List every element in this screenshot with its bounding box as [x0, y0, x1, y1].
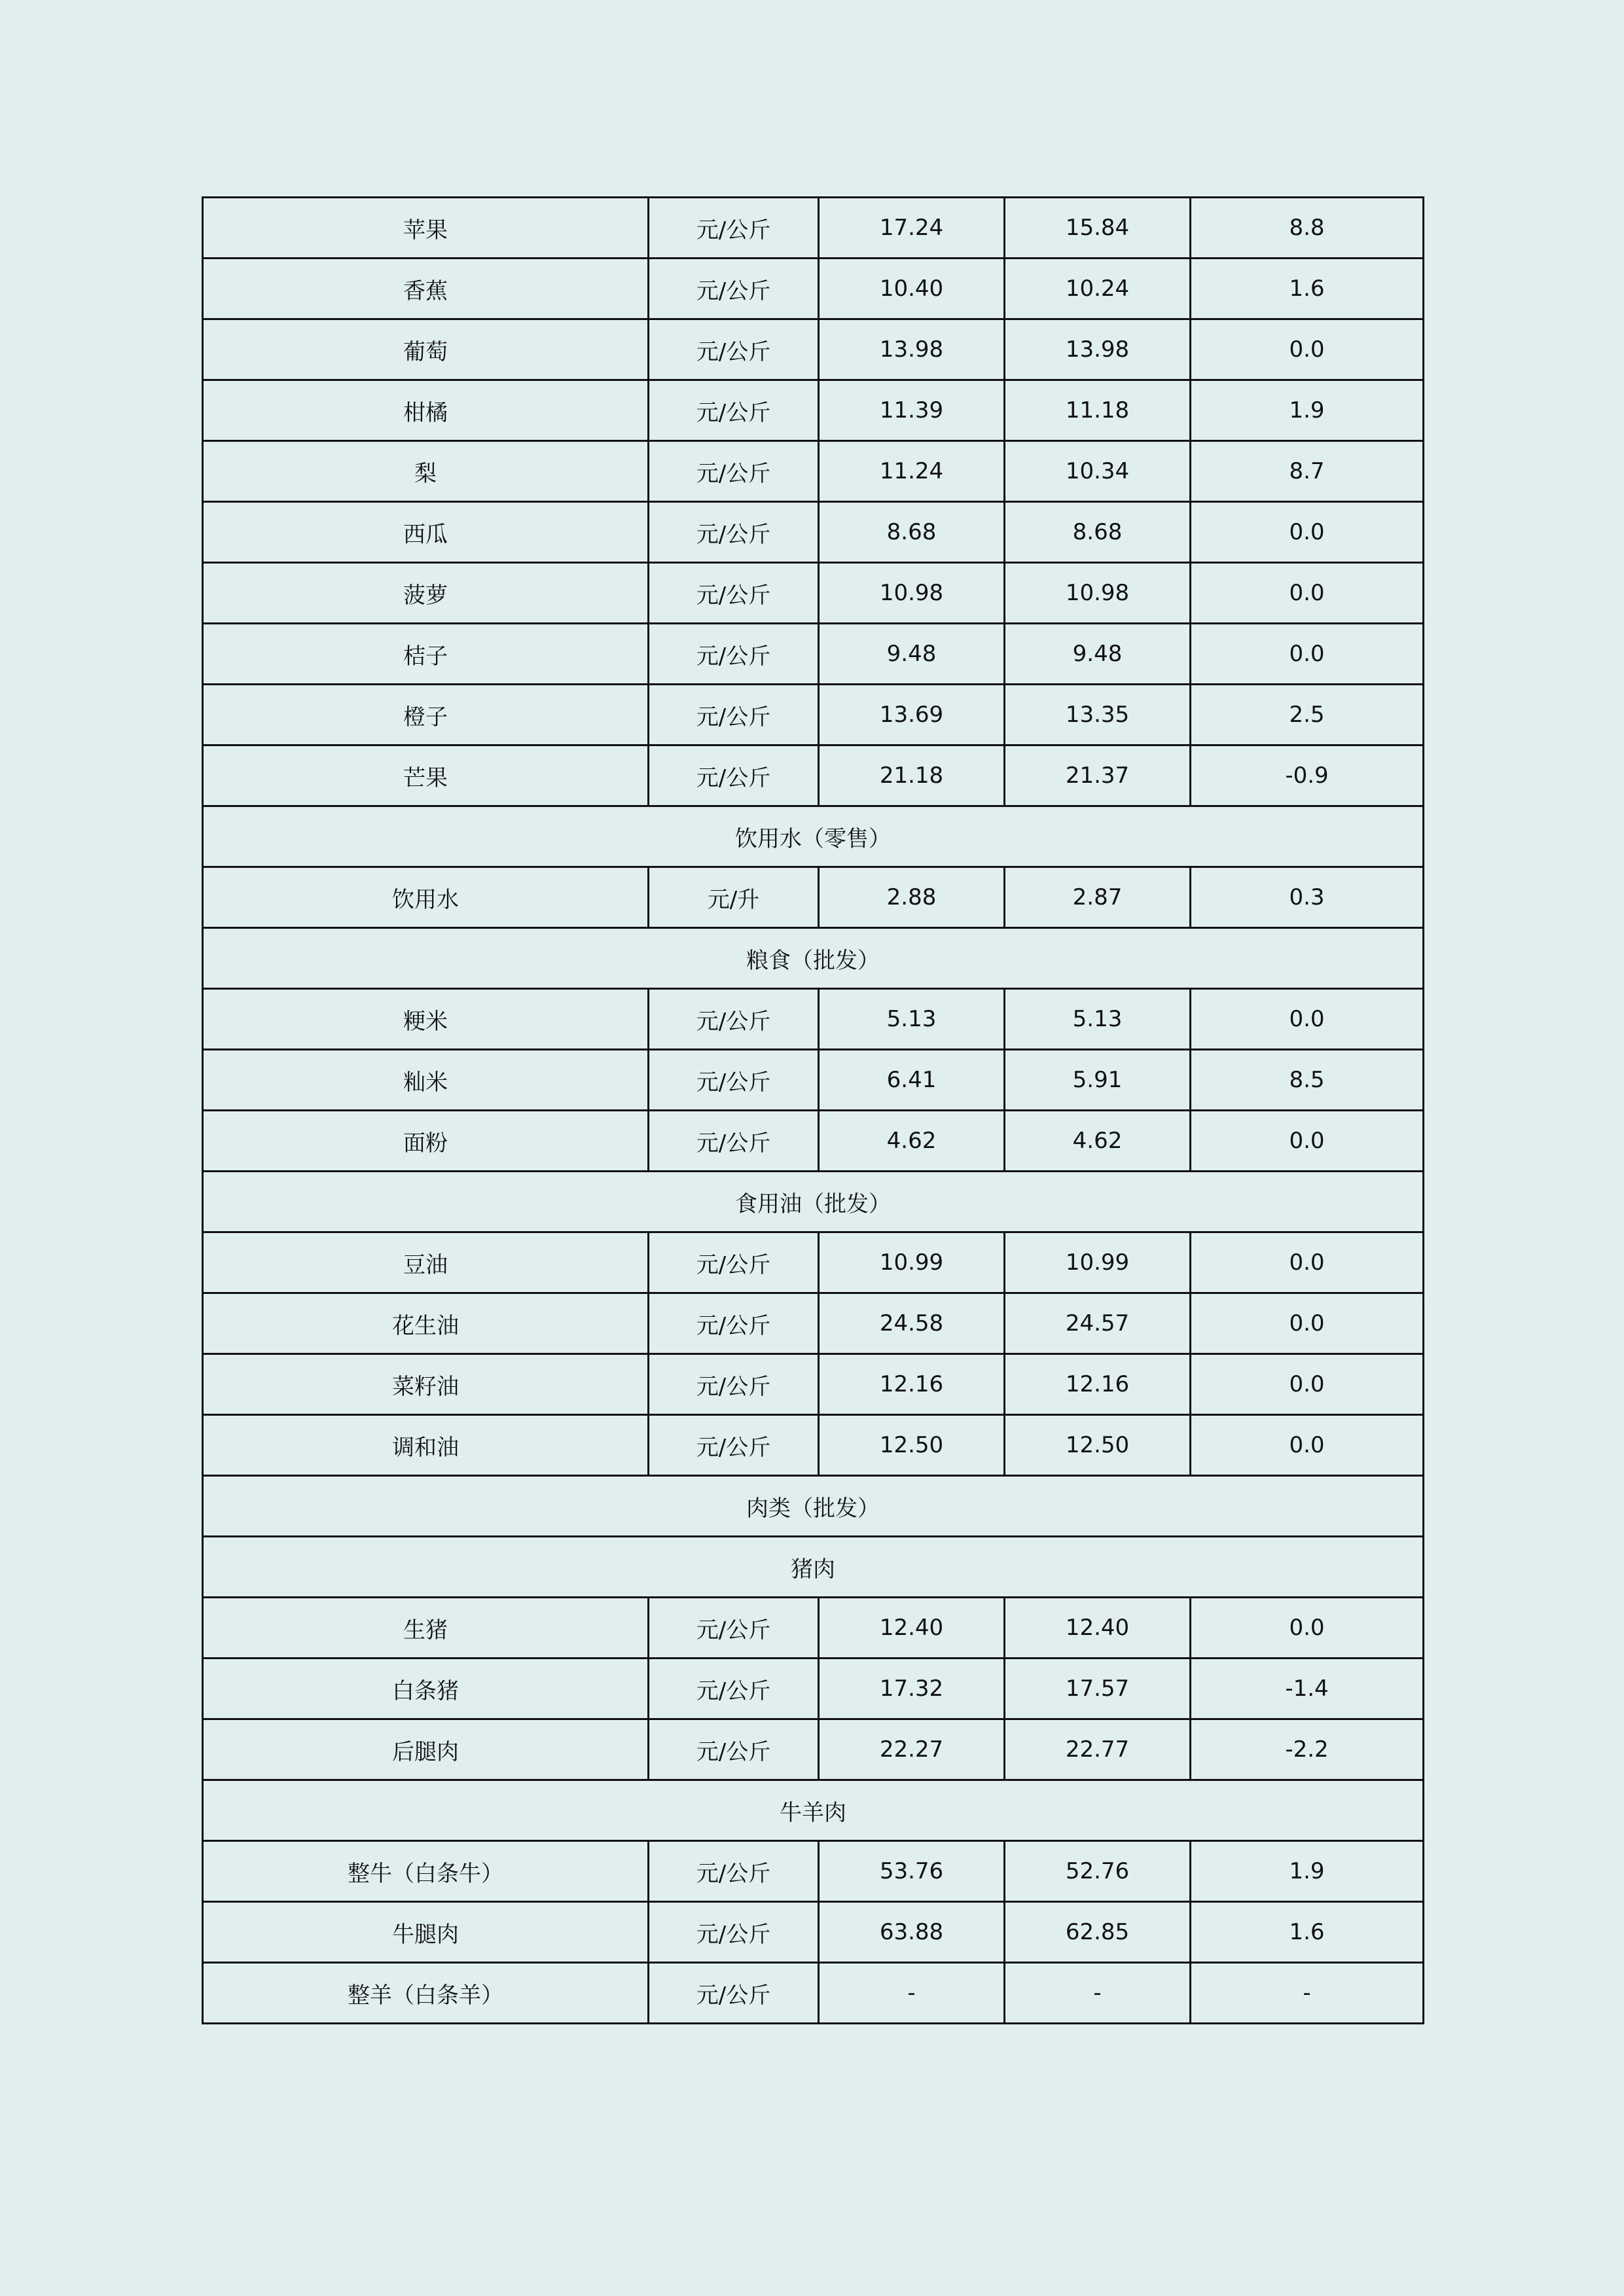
- item-name-cell: 梨: [203, 441, 649, 502]
- change-percent-cell: 0.0: [1191, 563, 1424, 624]
- change-percent-cell: 8.7: [1191, 441, 1424, 502]
- unit-cell: 元/公斤: [649, 563, 819, 624]
- unit-cell: 元/公斤: [649, 1293, 819, 1354]
- current-price-cell: 2.88: [819, 867, 1005, 928]
- section-header-row: [203, 1780, 1424, 1841]
- item-name-cell: 整牛（白条牛）: [203, 1841, 649, 1902]
- table-row: [203, 1232, 1424, 1293]
- table-row: [203, 745, 1424, 806]
- change-percent-cell: 2.5: [1191, 685, 1424, 745]
- item-name-cell: 整羊（白条羊）: [203, 1963, 649, 2024]
- item-name-cell: 籼米: [203, 1050, 649, 1111]
- section-header-row: [203, 928, 1424, 989]
- previous-price-cell: 5.91: [1005, 1050, 1191, 1111]
- previous-price-cell: 10.34: [1005, 441, 1191, 502]
- unit-cell: 元/公斤: [649, 1050, 819, 1111]
- unit-cell: 元/公斤: [649, 1963, 819, 2024]
- change-percent-cell: 8.8: [1191, 198, 1424, 259]
- previous-price-cell: 13.98: [1005, 319, 1191, 380]
- item-name-cell: 后腿肉: [203, 1719, 649, 1780]
- previous-price-cell: 10.99: [1005, 1232, 1191, 1293]
- section-label: 牛羊肉: [203, 1780, 1424, 1841]
- change-percent-cell: 0.0: [1191, 989, 1424, 1050]
- section-label: 粮食（批发）: [203, 928, 1424, 989]
- current-price-cell: 13.69: [819, 685, 1005, 745]
- unit-cell: 元/升: [649, 867, 819, 928]
- change-percent-cell: 8.5: [1191, 1050, 1424, 1111]
- previous-price-cell: -: [1005, 1963, 1191, 2024]
- unit-cell: 元/公斤: [649, 1719, 819, 1780]
- change-percent-cell: -0.9: [1191, 745, 1424, 806]
- section-label: 肉类（批发）: [203, 1476, 1424, 1537]
- table-row: [203, 563, 1424, 624]
- change-percent-cell: 0.0: [1191, 502, 1424, 563]
- previous-price-cell: 17.57: [1005, 1659, 1191, 1719]
- item-name-cell: 柑橘: [203, 380, 649, 441]
- previous-price-cell: 62.85: [1005, 1902, 1191, 1963]
- current-price-cell: 12.50: [819, 1415, 1005, 1476]
- table-row: [203, 1598, 1424, 1659]
- current-price-cell: 17.24: [819, 198, 1005, 259]
- section-label: 食用油（批发）: [203, 1172, 1424, 1232]
- section-header-row: [203, 1172, 1424, 1232]
- table-row: [203, 1293, 1424, 1354]
- previous-price-cell: 24.57: [1005, 1293, 1191, 1354]
- change-percent-cell: 1.6: [1191, 259, 1424, 319]
- unit-cell: 元/公斤: [649, 259, 819, 319]
- current-price-cell: 9.48: [819, 624, 1005, 685]
- change-percent-cell: 0.0: [1191, 319, 1424, 380]
- table-row: [203, 319, 1424, 380]
- item-name-cell: 牛腿肉: [203, 1902, 649, 1963]
- current-price-cell: 11.24: [819, 441, 1005, 502]
- unit-cell: 元/公斤: [649, 685, 819, 745]
- table-row: [203, 1659, 1424, 1719]
- current-price-cell: 17.32: [819, 1659, 1005, 1719]
- unit-cell: 元/公斤: [649, 624, 819, 685]
- table-row: [203, 1719, 1424, 1780]
- previous-price-cell: 5.13: [1005, 989, 1191, 1050]
- table-row: [203, 259, 1424, 319]
- previous-price-cell: 15.84: [1005, 198, 1191, 259]
- current-price-cell: 22.27: [819, 1719, 1005, 1780]
- unit-cell: 元/公斤: [649, 1415, 819, 1476]
- previous-price-cell: 4.62: [1005, 1111, 1191, 1172]
- item-name-cell: 橙子: [203, 685, 649, 745]
- item-name-cell: 生猪: [203, 1598, 649, 1659]
- current-price-cell: 11.39: [819, 380, 1005, 441]
- change-percent-cell: 0.0: [1191, 1293, 1424, 1354]
- section-header-row: [203, 1476, 1424, 1537]
- unit-cell: 元/公斤: [649, 989, 819, 1050]
- table-row: [203, 1111, 1424, 1172]
- change-percent-cell: 0.0: [1191, 1111, 1424, 1172]
- current-price-cell: 24.58: [819, 1293, 1005, 1354]
- section-header-row: [203, 1537, 1424, 1598]
- change-percent-cell: 0.0: [1191, 1232, 1424, 1293]
- unit-cell: 元/公斤: [649, 1841, 819, 1902]
- item-name-cell: 粳米: [203, 989, 649, 1050]
- current-price-cell: 63.88: [819, 1902, 1005, 1963]
- current-price-cell: -: [819, 1963, 1005, 2024]
- unit-cell: 元/公斤: [649, 441, 819, 502]
- item-name-cell: 香蕉: [203, 259, 649, 319]
- item-name-cell: 菠萝: [203, 563, 649, 624]
- change-percent-cell: 1.6: [1191, 1902, 1424, 1963]
- previous-price-cell: 8.68: [1005, 502, 1191, 563]
- table-row: [203, 198, 1424, 259]
- item-name-cell: 饮用水: [203, 867, 649, 928]
- current-price-cell: 21.18: [819, 745, 1005, 806]
- current-price-cell: 53.76: [819, 1841, 1005, 1902]
- table-row: [203, 989, 1424, 1050]
- current-price-cell: 8.68: [819, 502, 1005, 563]
- unit-cell: 元/公斤: [649, 502, 819, 563]
- item-name-cell: 菜籽油: [203, 1354, 649, 1415]
- current-price-cell: 12.40: [819, 1598, 1005, 1659]
- previous-price-cell: 2.87: [1005, 867, 1191, 928]
- previous-price-cell: 12.16: [1005, 1354, 1191, 1415]
- table-row: [203, 1841, 1424, 1902]
- current-price-cell: 5.13: [819, 989, 1005, 1050]
- price-table-body: [203, 198, 1424, 2024]
- table-row: [203, 1354, 1424, 1415]
- current-price-cell: 10.98: [819, 563, 1005, 624]
- change-percent-cell: 0.0: [1191, 624, 1424, 685]
- item-name-cell: 白条猪: [203, 1659, 649, 1719]
- current-price-cell: 10.99: [819, 1232, 1005, 1293]
- table-row: [203, 1415, 1424, 1476]
- unit-cell: 元/公斤: [649, 745, 819, 806]
- item-name-cell: 苹果: [203, 198, 649, 259]
- table-row: [203, 502, 1424, 563]
- unit-cell: 元/公斤: [649, 198, 819, 259]
- unit-cell: 元/公斤: [649, 1354, 819, 1415]
- change-percent-cell: -2.2: [1191, 1719, 1424, 1780]
- unit-cell: 元/公斤: [649, 1111, 819, 1172]
- table-row: [203, 1963, 1424, 2024]
- section-label: 猪肉: [203, 1537, 1424, 1598]
- previous-price-cell: 10.24: [1005, 259, 1191, 319]
- change-percent-cell: -: [1191, 1963, 1424, 2024]
- change-percent-cell: 0.0: [1191, 1598, 1424, 1659]
- table-row: [203, 380, 1424, 441]
- section-header-row: [203, 806, 1424, 867]
- current-price-cell: 12.16: [819, 1354, 1005, 1415]
- price-table: [202, 196, 1424, 2024]
- previous-price-cell: 11.18: [1005, 380, 1191, 441]
- previous-price-cell: 12.40: [1005, 1598, 1191, 1659]
- table-row: [203, 441, 1424, 502]
- table-row: [203, 685, 1424, 745]
- item-name-cell: 花生油: [203, 1293, 649, 1354]
- previous-price-cell: 9.48: [1005, 624, 1191, 685]
- change-percent-cell: -1.4: [1191, 1659, 1424, 1719]
- previous-price-cell: 21.37: [1005, 745, 1191, 806]
- item-name-cell: 桔子: [203, 624, 649, 685]
- current-price-cell: 13.98: [819, 319, 1005, 380]
- table-row: [203, 867, 1424, 928]
- item-name-cell: 葡萄: [203, 319, 649, 380]
- item-name-cell: 面粉: [203, 1111, 649, 1172]
- change-percent-cell: 0.0: [1191, 1415, 1424, 1476]
- current-price-cell: 6.41: [819, 1050, 1005, 1111]
- table-row: [203, 1050, 1424, 1111]
- item-name-cell: 调和油: [203, 1415, 649, 1476]
- previous-price-cell: 12.50: [1005, 1415, 1191, 1476]
- change-percent-cell: 0.3: [1191, 867, 1424, 928]
- previous-price-cell: 22.77: [1005, 1719, 1191, 1780]
- change-percent-cell: 1.9: [1191, 1841, 1424, 1902]
- item-name-cell: 豆油: [203, 1232, 649, 1293]
- unit-cell: 元/公斤: [649, 319, 819, 380]
- previous-price-cell: 13.35: [1005, 685, 1191, 745]
- change-percent-cell: 0.0: [1191, 1354, 1424, 1415]
- unit-cell: 元/公斤: [649, 1598, 819, 1659]
- current-price-cell: 4.62: [819, 1111, 1005, 1172]
- change-percent-cell: 1.9: [1191, 380, 1424, 441]
- unit-cell: 元/公斤: [649, 380, 819, 441]
- unit-cell: 元/公斤: [649, 1659, 819, 1719]
- unit-cell: 元/公斤: [649, 1902, 819, 1963]
- item-name-cell: 西瓜: [203, 502, 649, 563]
- item-name-cell: 芒果: [203, 745, 649, 806]
- section-label: 饮用水（零售）: [203, 806, 1424, 867]
- table-row: [203, 1902, 1424, 1963]
- unit-cell: 元/公斤: [649, 1232, 819, 1293]
- previous-price-cell: 10.98: [1005, 563, 1191, 624]
- current-price-cell: 10.40: [819, 259, 1005, 319]
- table-row: [203, 624, 1424, 685]
- previous-price-cell: 52.76: [1005, 1841, 1191, 1902]
